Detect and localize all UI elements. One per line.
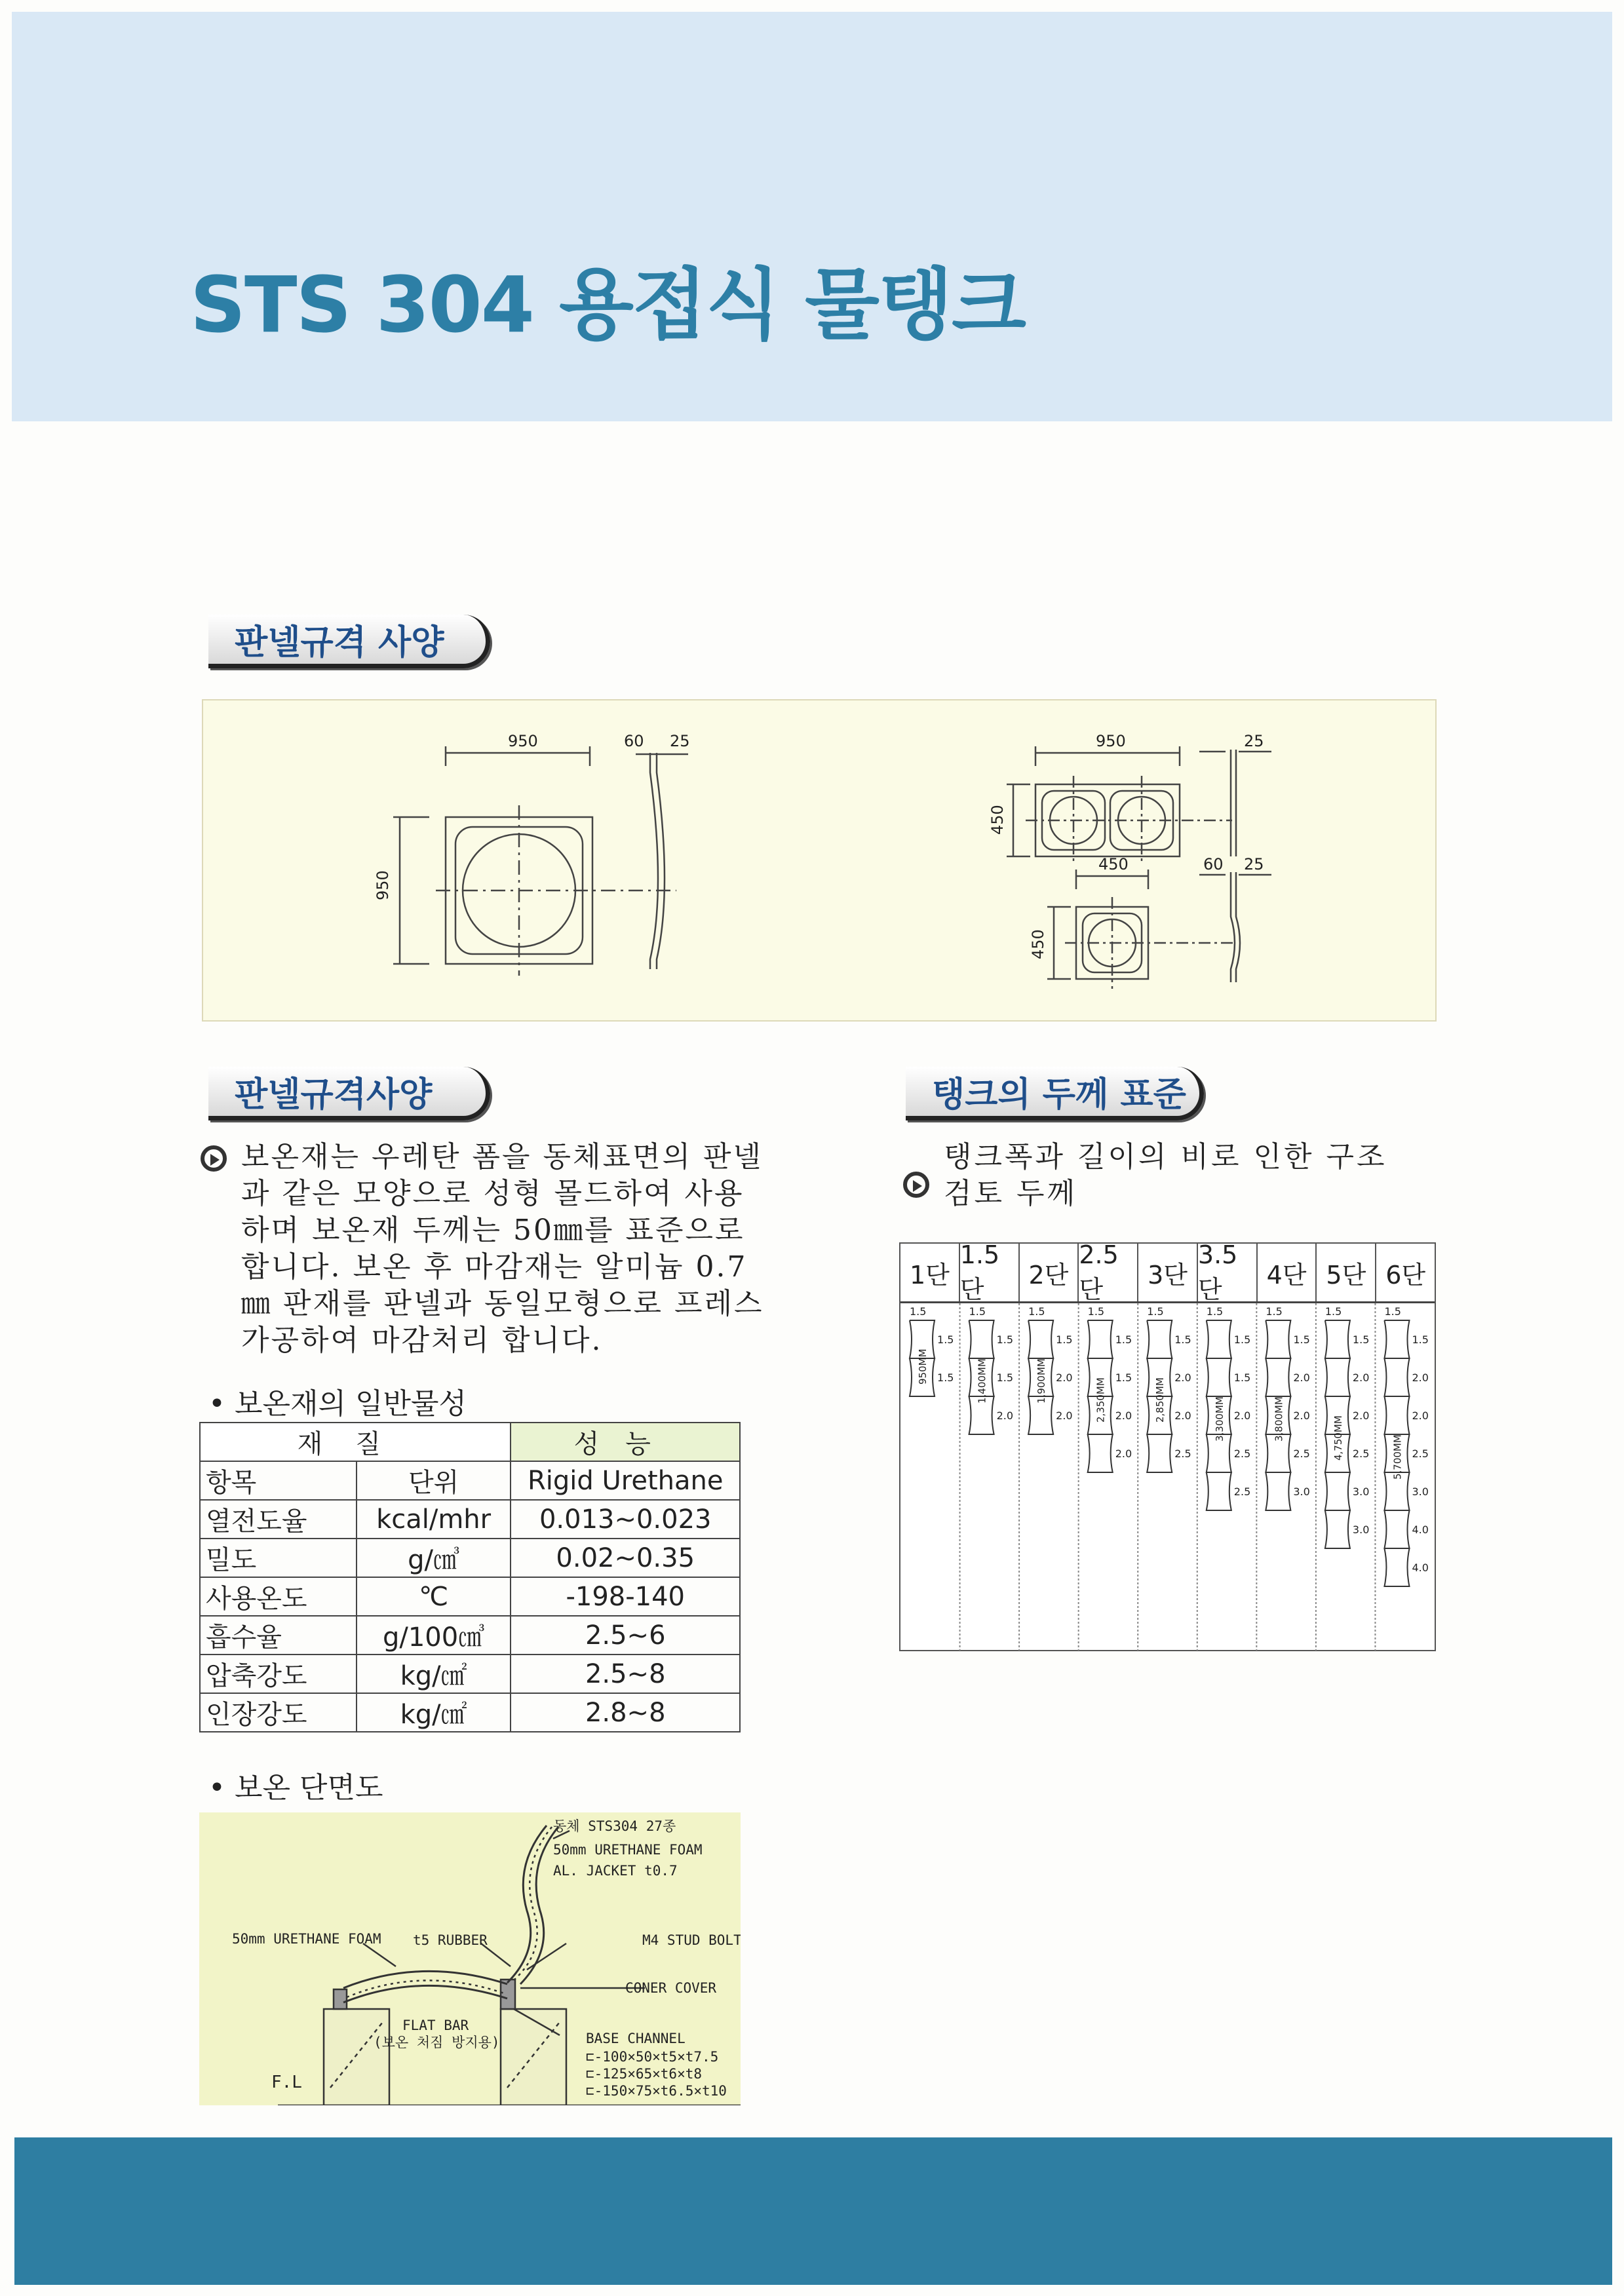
panel-segment <box>1384 1320 1409 1358</box>
dim-label: 60 <box>624 732 644 750</box>
dim-label: 60 <box>1203 855 1224 873</box>
thickness-label: 1.5 <box>937 1333 954 1346</box>
properties-table <box>199 1422 741 1732</box>
column-header: 3단 <box>1138 1244 1198 1301</box>
dim-label: 950 <box>374 870 392 900</box>
thickness-label: 2.5 <box>1352 1447 1370 1460</box>
description-line: 보온재는 우레탄 폼을 동체표면의 판넬 <box>241 1140 764 1174</box>
height-label: 5,700MM <box>1391 1434 1404 1480</box>
thickness-column <box>1088 1305 1132 1472</box>
floor-level-label: F.L <box>271 2073 302 2092</box>
thickness-label: 2.5 <box>1412 1447 1429 1460</box>
thickness-label: 3.0 <box>1412 1485 1429 1498</box>
panel-segment <box>1325 1510 1350 1548</box>
table-cell: kg/㎠ <box>357 1693 511 1732</box>
thickness-column <box>910 1305 954 1396</box>
panel-segment <box>1384 1548 1409 1586</box>
thickness-label: 1.5 <box>1206 1305 1224 1318</box>
thickness-label: 2.0 <box>1115 1409 1132 1422</box>
panel-segment <box>1384 1396 1409 1434</box>
dim-label: 25 <box>1244 855 1264 873</box>
thickness-label: 1.5 <box>1233 1333 1251 1346</box>
description-line: 합니다. 보온 후 마감재는 알미늄 0.7 <box>241 1250 748 1284</box>
description-line: 검토 두께 <box>944 1177 1078 1210</box>
dim-label: 450 <box>1029 929 1047 959</box>
table-cell: 밀도 <box>200 1539 357 1577</box>
panel-segment <box>1266 1358 1290 1396</box>
section-heading: 판넬규격 사양 <box>235 623 444 662</box>
thickness-label: 2.0 <box>1056 1409 1073 1422</box>
table-cell: 2.8~8 <box>511 1693 740 1732</box>
dim-label: 450 <box>1098 855 1129 873</box>
column-header: 1.5단 <box>960 1244 1020 1301</box>
thickness-label: 1.5 <box>1115 1333 1132 1346</box>
height-label: 1,400MM <box>976 1358 988 1404</box>
panel-segment <box>1266 1320 1290 1358</box>
section-label: t5 RUBBER <box>413 1932 488 1948</box>
thickness-label: 2.0 <box>1412 1409 1429 1422</box>
column-header: 1단 <box>900 1244 960 1301</box>
thickness-label: 1.5 <box>1147 1305 1164 1318</box>
thickness-column <box>1325 1305 1369 1548</box>
thickness-label: 2.0 <box>1174 1371 1191 1384</box>
section-label: M4 STUD BOLT <box>642 1932 741 1948</box>
properties-heading: • 보온재의 일반물성 <box>208 1387 467 1421</box>
thickness-label: 1.5 <box>1352 1333 1370 1346</box>
thickness-column <box>1384 1305 1428 1586</box>
insulation-description <box>241 1139 765 1359</box>
table-cell: 단위 <box>357 1461 511 1500</box>
thickness-label: 3.0 <box>1293 1485 1310 1498</box>
thickness-label: 2.5 <box>1174 1447 1191 1460</box>
panel-segment <box>1147 1320 1172 1358</box>
table-cell: 항목 <box>200 1461 357 1500</box>
column-header: 4단 <box>1258 1244 1317 1301</box>
thickness-label: 1.5 <box>996 1333 1014 1346</box>
panel-segment <box>1384 1358 1409 1396</box>
column-header: 2.5단 <box>1079 1244 1138 1301</box>
panel-segment <box>1384 1510 1409 1548</box>
height-label: 3,800MM <box>1273 1396 1285 1442</box>
description-line: 과 같은 모양으로 성형 몰드하여 사용 <box>241 1177 744 1210</box>
dim-label: 25 <box>670 732 690 750</box>
height-label: 950MM <box>917 1349 929 1385</box>
table-cell: 흡수율 <box>200 1616 357 1655</box>
thickness-label: 2.0 <box>1115 1447 1132 1460</box>
table-cell: 인장강도 <box>200 1693 357 1732</box>
table-cell: ℃ <box>357 1577 511 1616</box>
description-line: 가공하여 마감처리 합니다. <box>241 1324 603 1357</box>
table-row <box>200 1461 740 1500</box>
panel-segment <box>1088 1434 1113 1472</box>
section-label: 50mm URETHANE FOAM <box>232 1931 381 1947</box>
table-row <box>200 1655 740 1693</box>
header-band <box>12 12 1612 421</box>
thickness-label: 2.5 <box>1233 1485 1251 1498</box>
table-cell: kg/㎠ <box>357 1655 511 1693</box>
section-label: ⊏-125×65×t6×t8 <box>586 2066 703 2082</box>
thickness-label: 2.0 <box>1233 1409 1251 1422</box>
panel-segment <box>1325 1320 1350 1358</box>
description-line: 하며 보온재 두께는 50㎜를 표준으로 <box>241 1214 745 1247</box>
thickness-label: 1.5 <box>1056 1333 1073 1346</box>
thickness-label: 1.5 <box>1412 1333 1429 1346</box>
table-cell: kcal/mhr <box>357 1500 511 1539</box>
thickness-label: 2.0 <box>1293 1371 1310 1384</box>
section-label: (보온 처짐 방지용) <box>374 2035 500 2050</box>
column-header: 5단 <box>1317 1244 1376 1301</box>
header-cell: 성능 <box>511 1423 740 1461</box>
panel-segment <box>1325 1472 1350 1510</box>
section-label: AL. JACKET t0.7 <box>553 1863 678 1879</box>
thickness-columns <box>900 1303 1435 1651</box>
section-tab-thickness <box>906 1067 1204 1120</box>
thickness-column <box>1207 1305 1250 1510</box>
thickness-label: 3.0 <box>1352 1485 1370 1498</box>
thickness-label: 3.0 <box>1352 1523 1370 1536</box>
column-header: 3.5단 <box>1198 1244 1258 1301</box>
cross-section-heading: • 보온 단면도 <box>208 1771 383 1805</box>
table-cell: g/100㎤ <box>357 1616 511 1655</box>
table-cell: 압축강도 <box>200 1655 357 1693</box>
section-label: ⊏-100×50×t5×t7.5 <box>586 2049 719 2065</box>
column-header: 6단 <box>1385 1260 1426 1290</box>
thickness-label: 2.0 <box>1352 1409 1370 1422</box>
thickness-label: 1.5 <box>1233 1371 1251 1384</box>
dim-label: 25 <box>1244 732 1264 750</box>
thickness-label: 1.5 <box>1174 1333 1191 1346</box>
dim-label: 450 <box>988 805 1007 835</box>
panel-segment <box>1207 1320 1231 1358</box>
thickness-label: 2.0 <box>1174 1409 1191 1422</box>
thickness-label: 1.5 <box>1028 1305 1045 1318</box>
table-cell: g/㎤ <box>357 1539 511 1577</box>
section-heading: 판넬규격사양 <box>235 1075 433 1115</box>
thickness-label: 1.5 <box>937 1371 954 1384</box>
thickness-label: 1.5 <box>1324 1305 1342 1318</box>
section-tab-insulation <box>208 1067 490 1120</box>
thickness-label: 1.5 <box>969 1305 986 1318</box>
footer-band <box>14 2137 1612 2285</box>
section-label: FLAT BAR <box>402 2018 469 2033</box>
section-tab-panel-spec <box>208 615 490 668</box>
table-cell: 열전도율 <box>200 1500 357 1539</box>
panel-segment <box>1325 1358 1350 1396</box>
section-label: ⊏-150×75×t6.5×t10 <box>586 2083 727 2099</box>
thickness-label: 1.5 <box>1115 1371 1132 1384</box>
bullet-arrow-icon <box>903 1172 929 1198</box>
panel-drawings <box>203 700 1435 1020</box>
table-cell: -198-140 <box>511 1577 740 1616</box>
panel-segment <box>1028 1320 1053 1358</box>
height-label: 4,750MM <box>1332 1415 1344 1461</box>
thickness-description <box>944 1139 1442 1212</box>
height-label: 2,850MM <box>1154 1377 1167 1423</box>
table-cell: 2.5~8 <box>511 1655 740 1693</box>
thickness-label: 1.5 <box>1266 1305 1283 1318</box>
height-label: 3,300MM <box>1213 1396 1226 1442</box>
table-row <box>200 1539 740 1577</box>
height-label: 2,350MM <box>1094 1377 1107 1423</box>
thickness-label: 1.5 <box>1087 1305 1105 1318</box>
dim-label: 950 <box>508 732 538 750</box>
chart-header-row <box>900 1240 1435 1304</box>
thickness-label: 2.0 <box>1293 1409 1310 1422</box>
thickness-label: 1.5 <box>910 1305 927 1318</box>
table-cell: 사용온도 <box>200 1577 357 1616</box>
bullet-arrow-icon <box>201 1145 227 1172</box>
thickness-label: 2.0 <box>996 1409 1014 1422</box>
section-label: CONER COVER <box>625 1980 717 1996</box>
thickness-label: 2.5 <box>1233 1447 1251 1460</box>
description-line: ㎜ 판재를 판넬과 동일모형으로 프레스 <box>241 1287 764 1320</box>
thickness-label: 2.0 <box>1352 1371 1370 1384</box>
thickness-column <box>1147 1305 1191 1472</box>
table-row <box>200 1693 740 1732</box>
table-row <box>200 1616 740 1655</box>
section-label: 동체 STS304 27종 <box>553 1818 676 1834</box>
dim-label: 950 <box>1096 732 1126 750</box>
thickness-label: 2.0 <box>1056 1371 1073 1384</box>
section-heading: 탱크의 두께 표준 <box>932 1075 1186 1115</box>
cross-section-svg <box>199 1812 741 2105</box>
section-label: 50mm URETHANE FOAM <box>553 1842 703 1858</box>
table-row <box>200 1577 740 1616</box>
height-label: 1,900MM <box>1035 1358 1048 1404</box>
panel-segment <box>1266 1472 1290 1510</box>
panel-segment <box>1147 1434 1172 1472</box>
table-row <box>200 1500 740 1539</box>
table-cell: 2.5~6 <box>511 1616 740 1655</box>
panel-segment <box>1207 1472 1231 1510</box>
column-header: 2단 <box>1020 1244 1079 1301</box>
thickness-label: 4.0 <box>1412 1561 1429 1574</box>
thickness-standard-chart <box>899 1242 1436 1651</box>
thickness-label: 4.0 <box>1412 1523 1429 1536</box>
panel-segment <box>969 1320 994 1358</box>
thickness-label: 2.0 <box>1412 1371 1429 1384</box>
thickness-label: 1.5 <box>996 1371 1014 1384</box>
panel-drawing-box <box>202 699 1437 1022</box>
description-line: 탱크폭과 길이의 비로 인한 구조 <box>944 1140 1387 1174</box>
thickness-label: 1.5 <box>1384 1305 1401 1318</box>
panel-segment <box>1207 1358 1231 1396</box>
section-label: BASE CHANNEL <box>586 2031 686 2046</box>
table-cell: Rigid Urethane <box>511 1461 740 1500</box>
thickness-column <box>1266 1305 1309 1510</box>
header-cell: 재질 <box>200 1423 511 1461</box>
table-cell: 0.013~0.023 <box>511 1500 740 1539</box>
thickness-label: 2.5 <box>1293 1447 1310 1460</box>
panel-segment <box>1088 1320 1113 1358</box>
cross-section-drawing <box>199 1812 741 2105</box>
thickness-column <box>1028 1305 1072 1434</box>
table-cell: 0.02~0.35 <box>511 1539 740 1577</box>
table-header-row <box>200 1423 740 1461</box>
page-title: STS 304 용접식 물탱크 <box>190 259 1025 350</box>
thickness-label: 1.5 <box>1293 1333 1310 1346</box>
thickness-column <box>969 1305 1013 1434</box>
